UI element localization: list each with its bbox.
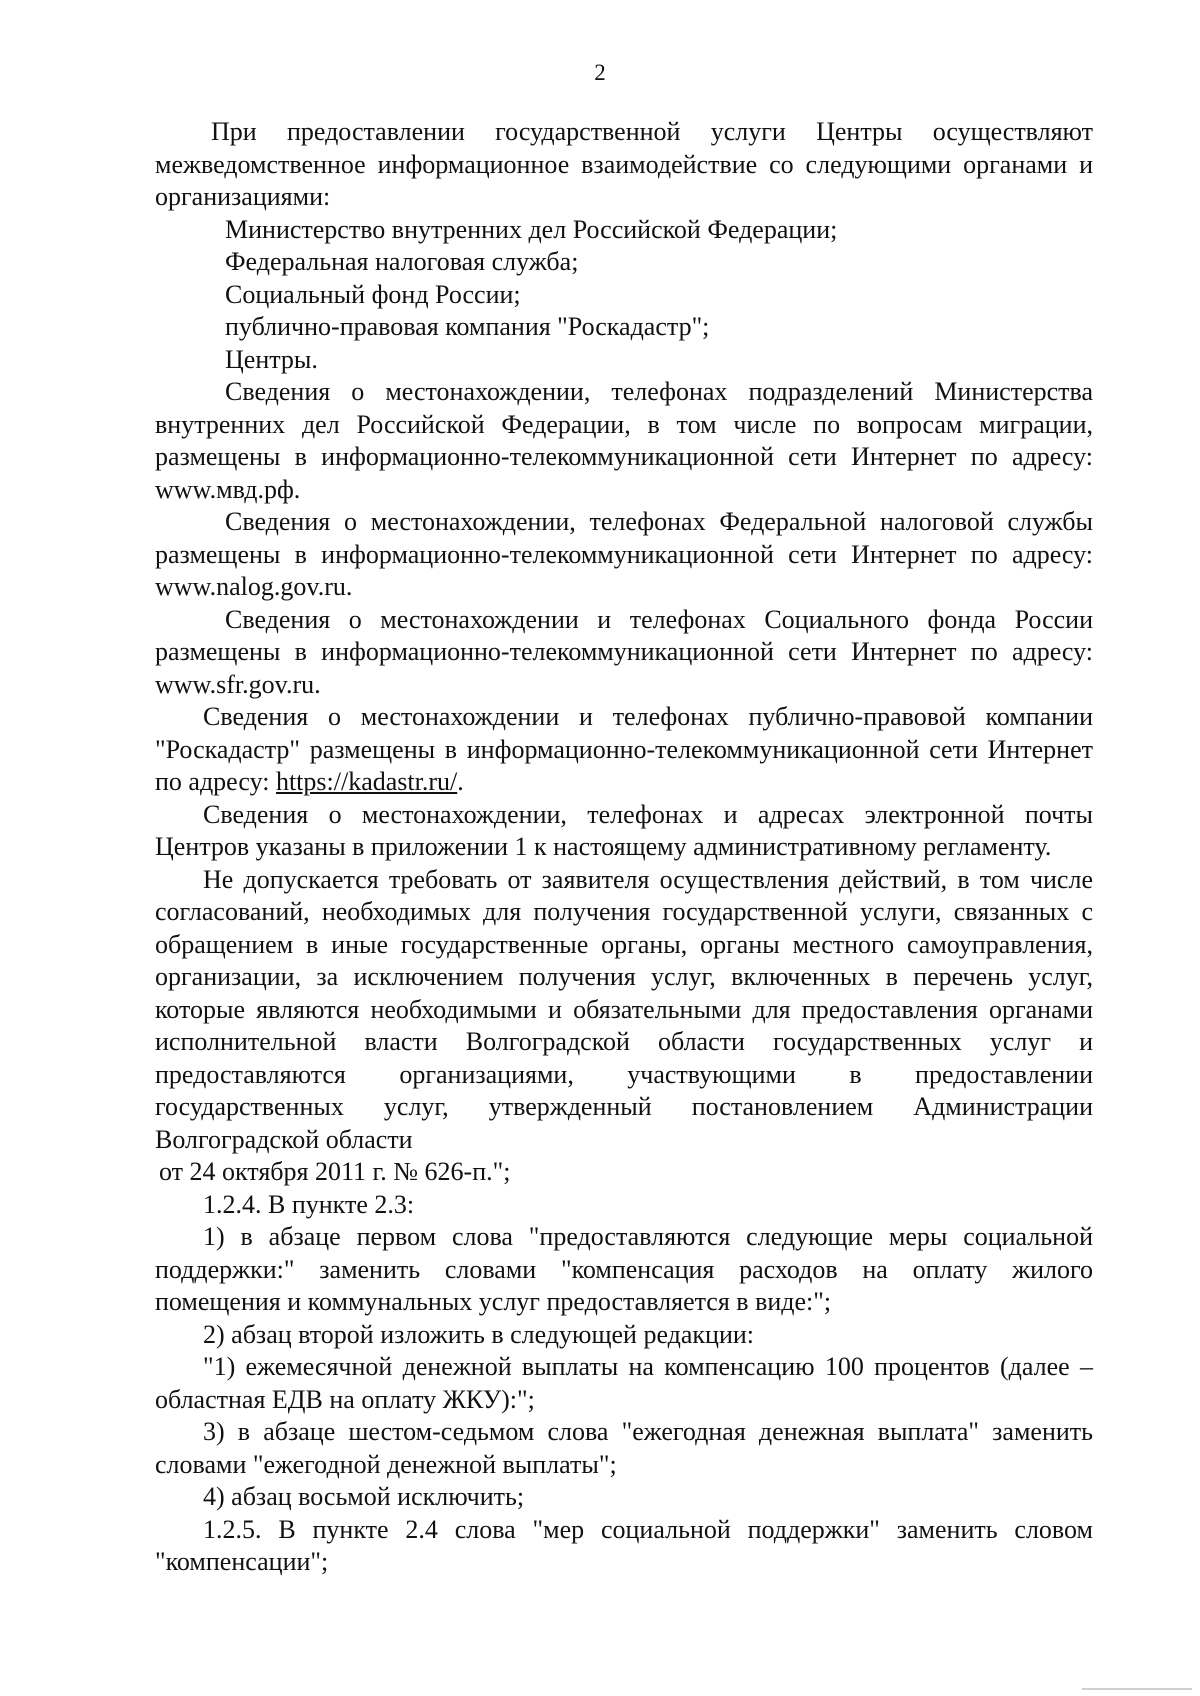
clause-1-2-4-item-2: 2) абзац второй изложить в следующей редакции: bbox=[203, 1319, 755, 1349]
kadastr-info-end: . bbox=[457, 767, 464, 796]
prohibition-paragraph-end: от 24 октября 2011 г. № 626-п."; bbox=[159, 1157, 511, 1186]
clause-1-2-4-item-2-quote: "1) ежемесячной денежной выплаты на компенсацию 100 процентов (далее – областная ЕДВ на оплату ЖКУ):"; bbox=[155, 1352, 1093, 1414]
intro-paragraph: При предоставлении государственной услуги Центры осуществляют межведомственное информационное взаимодействие со следующими органами и организациями: bbox=[155, 117, 1093, 211]
page-number: 2 bbox=[594, 60, 606, 85]
scan-edge-mark bbox=[1082, 1688, 1192, 1690]
clause-1-2-4-item-4: 4) абзац восьмой исключить; bbox=[203, 1482, 525, 1511]
clause-1-2-4-heading: 1.2.4. В пункте 2.3: bbox=[203, 1189, 415, 1219]
clause-1-2-5: 1.2.5. В пункте 2.4 слова "мер социальной поддержки" заменить словом "компенсации"; bbox=[155, 1514, 1093, 1576]
org-item-fns: Федеральная налоговая служба; bbox=[225, 247, 579, 276]
org-item-centers: Центры. bbox=[225, 344, 318, 374]
org-item-mvd: Министерство внутренних дел Российской Федерации; bbox=[225, 214, 838, 244]
kadastr-link[interactable]: https://kadastr.ru/ bbox=[275, 767, 458, 796]
centers-info-paragraph: Сведения о местонахождении, телефонах и адресах электронной почты Центров указаны в приложении 1 к настоящему административному регламенту. bbox=[155, 799, 1093, 861]
clause-1-2-4-item-1: 1) в абзаце первом слова "предоставляются следующие меры социальной поддержки:" заменить словами "компенсация расходов на оплату жилого помещения и коммунальных услуг предоставляется в виде:"; bbox=[155, 1222, 1093, 1316]
document-body bbox=[155, 116, 1093, 1579]
kadastr-info-text: Сведения о местонахождении и телефонах публично-правовой компании "Роскадастр" размещены в информационно-телекоммуникационной сети Интернет по адресу: bbox=[155, 702, 1093, 796]
sfr-info-paragraph: Сведения о местонахождении и телефонах Социального фонда России размещены в информационно-телекоммуникационной сети Интернет по адресу: www.sfr.gov.ru. bbox=[155, 604, 1093, 699]
mvd-info-paragraph: Сведения о местонахождении, телефонах подразделений Министерства внутренних дел Российской Федерации, в том числе по вопросам миграции, размещены в информационно-телекоммуникационной сети Интернет по адресу: www.мвд.рф. bbox=[155, 377, 1093, 504]
nalog-info-paragraph: Сведения о местонахождении, телефонах Федеральной налоговой службы размещены в информационно-телекоммуникационной сети Интернет по адресу: www.nalog.gov.ru. bbox=[155, 507, 1093, 601]
clause-1-2-4-item-3: 3) в абзаце шестом-седьмом слова "ежегодная денежная выплата" заменить словами "ежегодной денежной выплаты"; bbox=[155, 1417, 1093, 1479]
org-item-roskadastr: публично-правовая компания "Роскадастр"; bbox=[225, 312, 710, 341]
org-item-sfr: Социальный фонд России; bbox=[225, 279, 521, 309]
prohibition-paragraph: Не допускается требовать от заявителя осуществления действий, в том числе согласований, необходимых для получения государственной услуги, связанных с обращением в иные государственные органы, органы местного самоуправления, организации, за исключением получения услуг, включенных в перечень услуг, которые являются необходимыми и обязательными для предоставления органами исполнительной власти Волгоградской области государственных услуг и предоставляются организациями, участвующими в предоставлении государственных услуг, утвержденный постановлением Администрации Волгоградской области bbox=[155, 864, 1093, 1154]
kadastr-info-paragraph bbox=[155, 701, 1093, 799]
